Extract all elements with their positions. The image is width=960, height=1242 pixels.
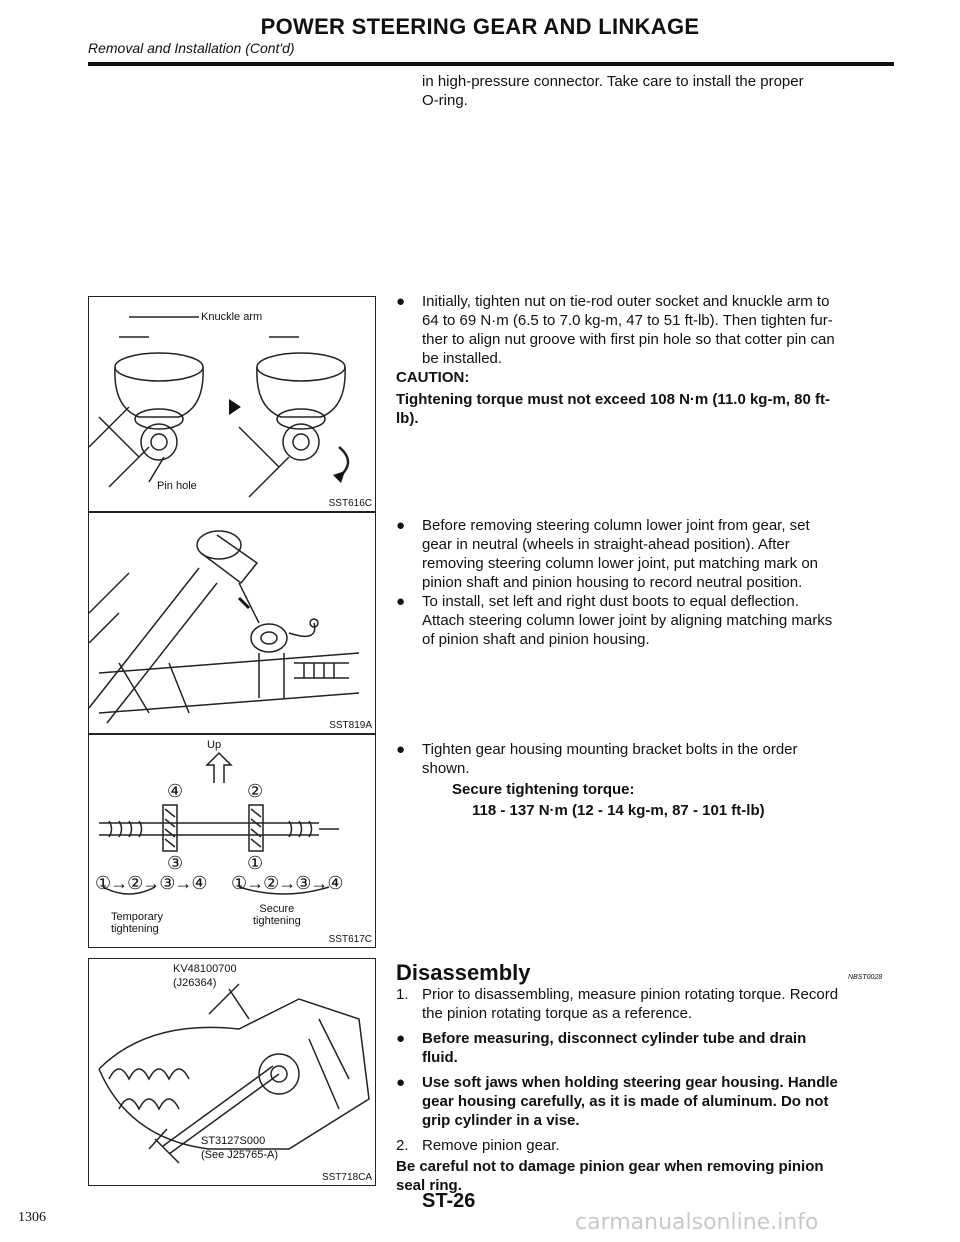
intro-line: O-ring. [422, 92, 468, 109]
label-line: Secure [259, 903, 295, 915]
figure-id: SST616C [328, 498, 372, 509]
tool-label-1: KV48100700 [173, 963, 237, 975]
bullet-dot: ● [396, 741, 406, 758]
disassembly-code: NBST0028 [848, 974, 883, 981]
bullet-dot: ● [396, 1030, 406, 1047]
bullet-dot: ● [396, 593, 406, 610]
text-line: seal ring. [396, 1177, 462, 1194]
section-subtitle: Removal and Installation (Cont'd) [88, 40, 295, 56]
torque-label: Secure tightening torque: [452, 781, 635, 798]
text-line: be installed. [422, 350, 503, 367]
text-line: grip cylinder in a vise. [422, 1112, 580, 1129]
step-number: 2. [396, 1137, 409, 1154]
bolt-number-2: ② [247, 781, 264, 801]
figure-id: SST718CA [321, 1172, 372, 1183]
intro-paragraph [422, 72, 902, 110]
knuckle-arm-illustration [89, 297, 375, 511]
text-line: Prior to disassembling, measure pinion rotating torque. Record [422, 986, 839, 1003]
label-secure [253, 903, 301, 927]
sequence-temporary: ①→②→③→④ [95, 873, 207, 893]
bullet-disconnect-tube [396, 1029, 906, 1069]
text-line: shown. [422, 760, 470, 777]
text-line: lb). [396, 410, 419, 427]
tool-label-1b: (J26364) [173, 977, 217, 989]
label-line: Temporary [111, 911, 163, 923]
text-line: of pinion shaft and pinion housing. [422, 631, 650, 648]
text-line: pinion shaft and pinion housing to record neutral position. [422, 574, 803, 591]
text-line: Before measuring, disconnect cylinder tube and drain [422, 1030, 807, 1047]
text-line: fluid. [422, 1049, 458, 1066]
bullet-dot: ● [396, 1074, 406, 1091]
bolt-number-1: ① [247, 853, 264, 873]
text-line: Tightening torque must not exceed 108 N·m (11.0 kg-m, 80 ft- [396, 391, 830, 408]
text-line: 64 to 69 N·m (6.5 to 7.0 kg-m, 47 to 51 ft-lb). Then tighten fur- [422, 312, 833, 329]
figure-id: SST617C [328, 934, 372, 945]
bullet-dust-boots [396, 592, 906, 652]
disassembly-heading: Disassembly [396, 960, 531, 985]
step-1 [396, 985, 906, 1023]
text-line: Use soft jaws when holding steering gear housing. Handle [422, 1074, 838, 1091]
bullet-dot: ● [396, 293, 406, 310]
label-temporary [111, 911, 163, 935]
label-line: tightening [253, 915, 301, 927]
figure-pinion-matching-mark [88, 512, 376, 734]
side-page-number: 1306 [18, 1210, 46, 1225]
page-code: ST-26 [422, 1190, 476, 1212]
bolt-number-3: ③ [167, 853, 184, 873]
torque-value: 118 - 137 N·m (12 - 14 kg-m, 87 - 101 ft-lb) [472, 802, 765, 819]
pinion-housing-illustration [89, 513, 375, 733]
bullet-column-lower-joint [396, 516, 906, 596]
label-line: tightening [111, 923, 159, 935]
caution-label: CAUTION: [396, 369, 470, 386]
text-line: ther to align nut groove with first pin hole so that cotter pin can [422, 331, 835, 348]
figure-id: SST819A [329, 720, 372, 731]
bolt-number-4: ④ [167, 781, 184, 801]
text-line: Remove pinion gear. [422, 1137, 560, 1154]
figure-tightening-order [88, 734, 376, 948]
tool-label-2b: (See J25765-A) [201, 1149, 279, 1161]
text-line: To install, set left and right dust boots to equal deflection. [422, 593, 799, 610]
figure-knuckle-arm [88, 296, 376, 512]
bullet-tie-rod-nut [396, 292, 906, 372]
tool-label-2: ST3127S000 [201, 1135, 266, 1147]
intro-line: in high-pressure connector. Take care to install the proper [422, 73, 804, 90]
caution-text [396, 390, 906, 428]
page-title: POWER STEERING GEAR AND LINKAGE [260, 14, 700, 39]
step-number: 1. [396, 986, 409, 1003]
label-pin-hole: Pin hole [157, 480, 197, 492]
label-knuckle-arm: Knuckle arm [201, 311, 263, 323]
text-line: Attach steering column lower joint by aligning matching marks [422, 612, 833, 629]
text-line: gear in neutral (wheels in straight-ahead position). After [422, 536, 790, 553]
text-line: gear housing carefully, as it is made of aluminum. Do not [422, 1093, 829, 1110]
bullet-soft-jaws [396, 1073, 906, 1133]
bullet-bracket-bolts [396, 740, 906, 780]
text-line: Before removing steering column lower joint from gear, set [422, 517, 810, 534]
header-rule [88, 62, 894, 66]
watermark: carmanualsonline.info [575, 1210, 819, 1235]
text-line: Tighten gear housing mounting bracket bolts in the order [422, 741, 798, 758]
bullet-dot: ● [396, 517, 406, 534]
step-2 [396, 1136, 906, 1155]
text-line: Initially, tighten nut on tie-rod outer socket and knuckle arm to [422, 293, 830, 310]
text-line: removing steering column lower joint, put matching mark on [422, 555, 819, 572]
figure-pinion-torque-tools [88, 958, 376, 1186]
label-up: Up [207, 739, 222, 751]
text-line: Be careful not to damage pinion gear when removing pinion [396, 1158, 824, 1175]
sequence-secure: ①→②→③→④ [231, 873, 343, 893]
text-line: the pinion rotating torque as a reference. [422, 1005, 693, 1022]
